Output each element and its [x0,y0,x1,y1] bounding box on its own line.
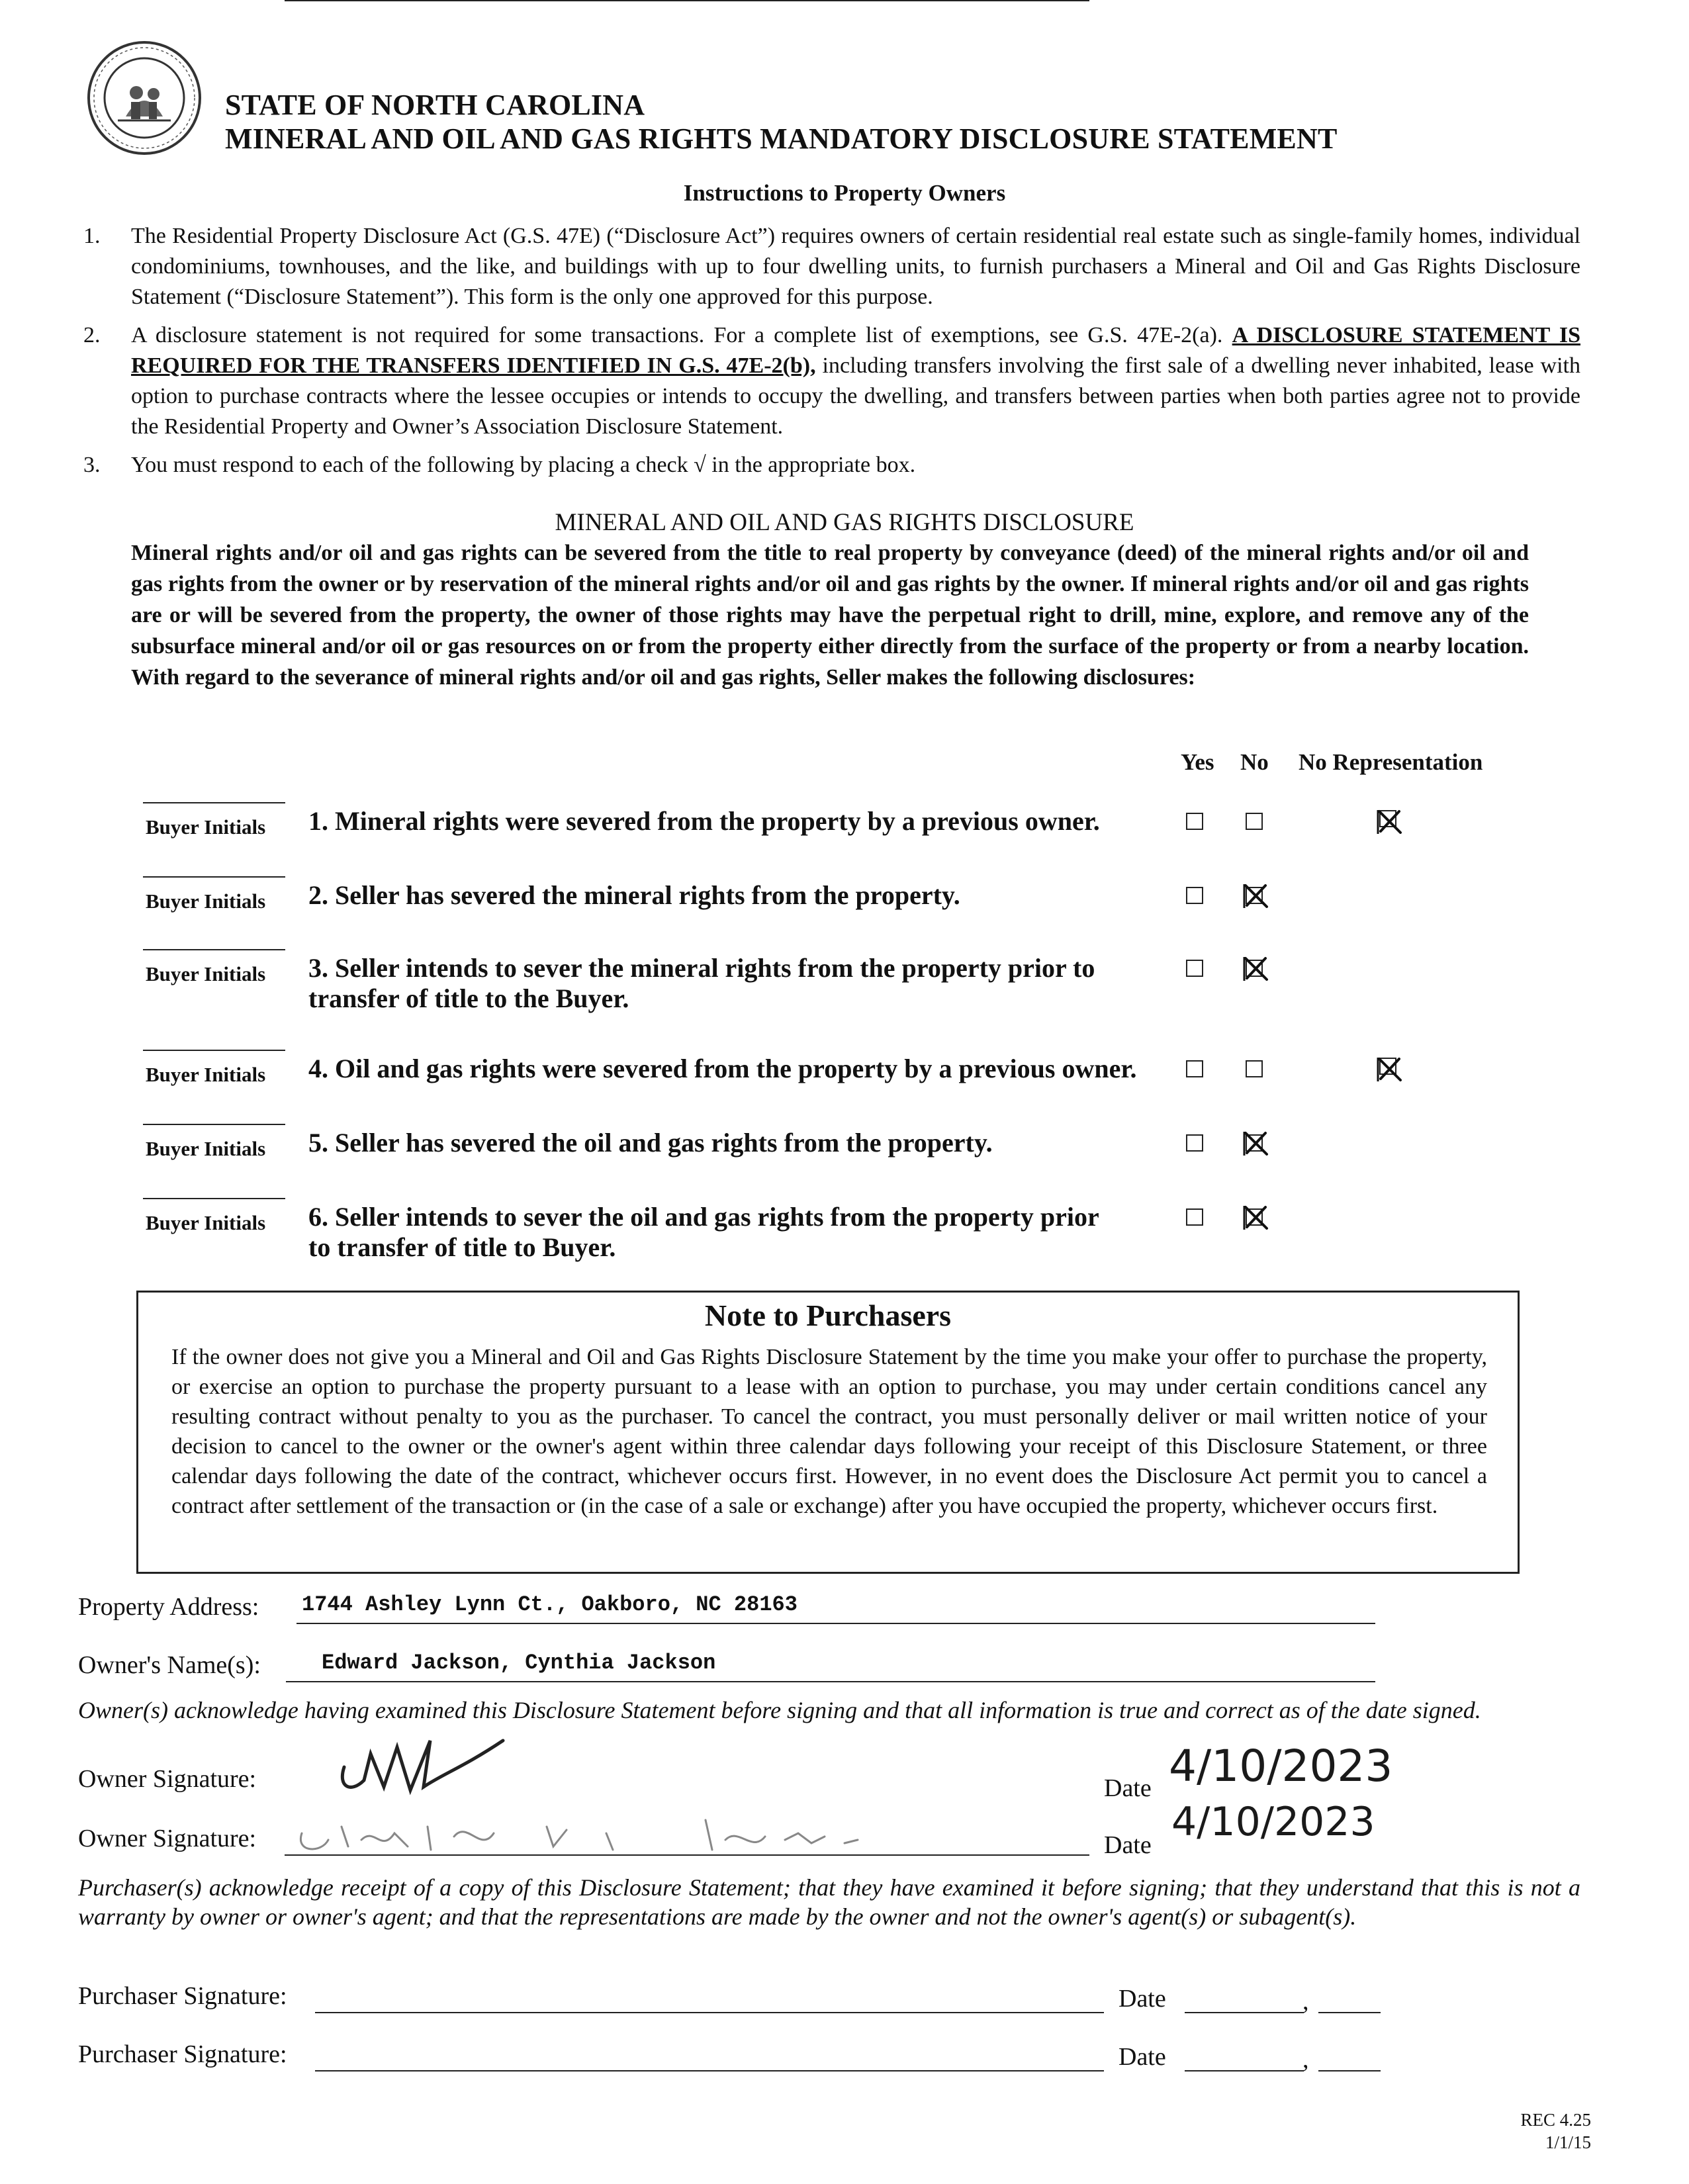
purchaser-signature-2-date-label: Date [1118,2043,1166,2071]
check-mark-icon [1242,954,1271,983]
form-revision: 1/1/15 [1545,2132,1591,2152]
question-line-1: Oil and gas rights were severed from the property by a previous owner. [335,1054,1137,1083]
checkbox-yes[interactable] [1186,813,1203,830]
checkbox-yes[interactable] [1186,960,1203,977]
purchaser-signature-2-line[interactable] [315,2070,1104,2071]
buyer-initials-label: Buyer Initials [146,889,266,913]
check-mark-icon [1242,1203,1271,1232]
checkbox-yes[interactable] [1186,887,1203,904]
question-text [308,806,1100,837]
instruction-2-required-statement: A DISCLOSURE STATEMENT IS REQUIRED FOR THE TRANSFERS IDENTIFIED IN G.S. 47E-2(b), [131,323,1580,378]
checkbox-yes[interactable] [1186,1208,1203,1226]
instruction-2-number: 2. [83,323,101,347]
owner-signature-1-date-label: Date [1104,1774,1152,1802]
question-text [308,1128,993,1158]
buyer-initials-line[interactable] [143,1198,285,1199]
instruction-3-text: You must respond to each of the following by placing a check √ in the appropriate box. [131,453,916,477]
instructions-heading: Instructions to Property Owners [683,180,1006,206]
buyer-initials-line[interactable] [143,802,285,803]
purchaser-signature-2-year-line[interactable] [1318,2070,1381,2071]
buyer-initials-label: Buyer Initials [146,1137,266,1160]
buyer-initials-label: Buyer Initials [146,1211,266,1234]
question-line-1: Seller has severed the mineral rights from the property. [335,880,960,910]
question-line-2: to transfer of title to Buyer. [308,1232,616,1262]
owner-signature-2-label: Owner Signature: [78,1825,257,1852]
check-mark-icon [1375,807,1404,837]
purchaser-signature-2-date-line[interactable] [1185,2070,1304,2071]
question-number: 4. [308,1054,328,1083]
question-line-1: Seller intends to sever the mineral rights from the property prior to [335,953,1095,983]
owner-signature-2-date-label: Date [1104,1831,1152,1859]
state-title: STATE OF NORTH CAROLINA [225,89,645,121]
disclosure-intro: Mineral rights and/or oil and gas rights can be severed from the title to real property by conveyance (deed) of the mineral rights and/or oil and gas rights from the owner or by reservation of the mineral rights and/or oil and gas rights by the owner. If mineral rights and/or oil and gas rights are or will be severed from the property, the owner of those rights may have the perpetual right to drill, mine, explore, and remove any of the subsurface mineral and/or oil or gas resources on or from the property either directly from the surface of the property or from a nearby location. With regard to the severance of mineral rights and/or oil and gas rights, Seller makes the following disclosures: [131,541,1529,690]
owner-signature-2[interactable] [295,1807,944,1860]
purchaser-signature-1-date-line[interactable] [1185,2012,1304,2013]
instruction-2-text-c: including transfers involving the first sale of a dwelling never inhabited, lease with option to purchase contracts where the lessee occupies or intends to occupy the dwelling, and transfers between parties when both parties agree not to provide the Residential Property and Owner’s Association Disclosure Statement. [131,353,1581,439]
purchaser-signature-2-label: Purchaser Signature: [78,2040,287,2068]
question-number: 3. [308,953,328,983]
question-number: 1. [308,806,328,836]
owners-name-value[interactable]: Edward Jackson, Cynthia Jackson [322,1651,716,1675]
owner-signature-1[interactable] [331,1727,529,1800]
nc-real-estate-commission-seal [85,38,204,158]
buyer-initials-line[interactable] [143,1124,285,1125]
instruction-2-text [131,320,1580,442]
property-address-line [297,1623,1375,1624]
checkbox-yes[interactable] [1186,1134,1203,1152]
note-to-purchasers-box [136,1291,1520,1574]
instruction-1-number: 1. [83,224,101,248]
column-header-yes: Yes [1181,749,1214,775]
question-number: 5. [308,1128,328,1158]
owner-signature-1-line [285,0,1089,1]
checkbox-yes[interactable] [1186,1060,1203,1077]
buyer-initials-line[interactable] [143,876,285,878]
question-number: 2. [308,880,328,910]
purchaser-signature-1-line[interactable] [315,2012,1104,2013]
instruction-3-number: 3. [83,453,101,477]
question-text [308,1054,1136,1084]
owner-signature-1-label: Owner Signature: [78,1765,257,1793]
form-title: MINERAL AND OIL AND GAS RIGHTS MANDATORY DISCLOSURE STATEMENT [225,122,1338,155]
buyer-initials-line[interactable] [143,1050,285,1051]
purchaser-acknowledgement: Purchaser(s) acknowledge receipt of a copy of this Disclosure Statement; that they have examined it before signing; that they understand that this is not a warranty by owner or owner's agent; and that the representations are made by the owner and not the owner's agent(s) or subagent(s). [78,1874,1580,1930]
purchaser-signature-2-date-comma: , [1302,2046,1309,2073]
question-line-1: Seller has severed the oil and gas rights from the property. [335,1128,993,1158]
form-code: REC 4.25 [1520,2110,1591,2130]
question-line-2: transfer of title to the Buyer. [308,983,629,1013]
check-mark-icon [1242,882,1271,911]
checkbox-no[interactable] [1246,1060,1263,1077]
question-text [308,953,1095,1014]
footer [1520,2109,1591,2154]
question-number: 6. [308,1202,328,1232]
owner-acknowledgement: Owner(s) acknowledge having examined this Disclosure Statement before signing and that all information is true and correct as of the date signed. [78,1697,1481,1723]
instruction-2-text-a: A disclosure statement is not required for some transactions. For a complete list of exemptions, see G.S. 47E-2(a). [131,323,1223,347]
question-text [308,1202,1099,1263]
buyer-initials-line[interactable] [143,949,285,950]
note-text: If the owner does not give you a Mineral and Oil and Gas Rights Disclosure Statement by the time you make your offer to purchase the property, or exercise an option to purchase the property pursuant to a lease with an option to purchase, you may under certain conditions cancel any resulting contract without penalty to you as the purchaser. To cancel the contract, you must personally deliver or mail written notice of your decision to cancel to the owner or the owner's agent within three calendar days following your receipt of this Disclosure Statement, or three calendar days following the date of the contract, whichever occurs first. However, in no event does the Disclosure Act permit you to cancel a contract after settlement of the transaction or (in the case of a sale or exchange) after you have occupied the property, whichever occurs first. [171,1345,1487,1518]
buyer-initials-label: Buyer Initials [146,1063,266,1086]
disclosure-heading: MINERAL AND OIL AND GAS RIGHTS DISCLOSURE [555,509,1134,536]
owner-signature-2-date[interactable]: 4/10/2023 [1171,1799,1375,1845]
owner-signature-1-date[interactable]: 4/10/2023 [1169,1741,1393,1792]
owners-name-line [286,1681,1375,1682]
question-text [308,880,960,911]
property-address-value[interactable]: 1744 Ashley Lynn Ct., Oakboro, NC 28163 [302,1592,798,1617]
buyer-initials-label: Buyer Initials [146,962,266,985]
column-header-no-representation: No Representation [1299,749,1483,775]
purchaser-signature-1-year-line[interactable] [1318,2012,1381,2013]
property-address-label: Property Address: [78,1593,259,1621]
check-mark-icon [1375,1055,1404,1084]
note-title: Note to Purchasers [704,1298,952,1332]
question-line-1: Mineral rights were severed from the property by a previous owner. [335,806,1100,836]
owners-name-label: Owner's Name(s): [78,1651,261,1679]
buyer-initials-label: Buyer Initials [146,815,266,839]
question-line-1: Seller intends to sever the oil and gas rights from the property prior [335,1202,1099,1232]
checkbox-no[interactable] [1246,813,1263,830]
check-mark-icon [1242,1129,1271,1158]
purchaser-signature-1-date-comma: , [1302,1987,1309,2015]
purchaser-signature-1-date-label: Date [1118,1985,1166,2013]
purchaser-signature-1-label: Purchaser Signature: [78,1982,287,2010]
column-header-no: No [1240,749,1269,775]
instruction-1-text: The Residential Property Disclosure Act (G.S. 47E) (“Disclosure Act”) requires owners of certain residential real estate such as single-family homes, individual condominiums, townhouses, and the like, and buildings with up to four dwelling units, to furnish purchasers a Mineral and Oil and Gas Rights Disclosure Statement (“Disclosure Statement”). This form is the only one approved for this purpose. [131,224,1580,309]
